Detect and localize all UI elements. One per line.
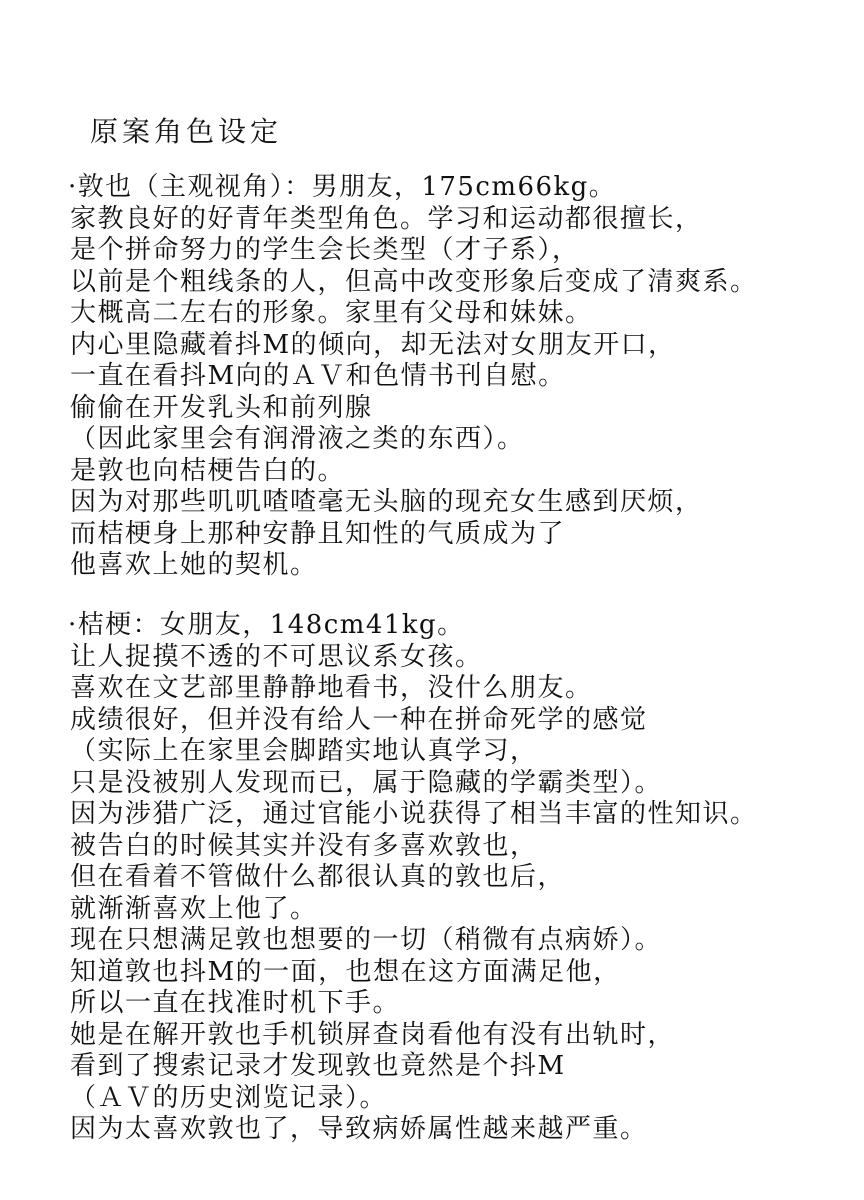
text-line: 是个拼命努力的学生会长类型（才子系）， — [70, 235, 580, 265]
text-line: （ＡＶ的历史浏览记录）。 — [70, 1082, 388, 1113]
text-line: 大概高二左右的形象。家里有父母和妹妹。 — [70, 298, 593, 328]
text-line: 因为涉猎广泛，通过官能小说获得了相当丰富的性知识。 — [70, 799, 758, 829]
text-line: 内心里隐藏着抖M的倾向，却无法对女朋友开口， — [70, 329, 676, 360]
text-line: 成绩很好，但并没有给人一种在拼命死学的感觉 — [70, 704, 648, 735]
text-line: 一直在看抖M向的ＡＶ和色情书刊自慰。 — [70, 361, 566, 391]
text-line: 他喜欢上她的契机。 — [70, 550, 318, 580]
character-section-kikyo — [70, 610, 860, 1146]
text-line: 知道敦也抖M的一面，也想在这方面满足他， — [70, 956, 621, 987]
text-line: 看到了搜索记录才发现敦也竟然是个抖M — [70, 1051, 566, 1081]
text-line: 因为太喜欢敦也了，导致病娇属性越来越严重。 — [70, 1114, 648, 1144]
text-line: 但在看着不管做什么都很认真的敦也后， — [70, 862, 566, 892]
text-line: 就渐渐喜欢上他了。 — [70, 893, 318, 924]
text-line: 偷偷在开发乳头和前列腺 — [70, 392, 373, 423]
text-line: 所以一直在找准时机下手。 — [70, 988, 401, 1018]
text-line: 只是没被别人发现而已，属于隐藏的学霸类型）。 — [70, 767, 663, 798]
text-line: （实际上在家里会脚踏实地认真学习， — [70, 736, 538, 766]
text-line: （因此家里会有润滑液之类的东西）。 — [70, 424, 525, 454]
text-line: 因为对那些叽叽喳喳毫无头脑的现充女生感到厌烦， — [70, 487, 703, 517]
character-section-atsuya — [70, 172, 860, 582]
character-header-line: ·敦也（主观视角）：男朋友，175cm66kg。 — [68, 172, 617, 202]
text-line: 家教良好的好青年类型角色。学习和运动都很擅长， — [70, 203, 703, 234]
text-line: 而桔梗身上那种安静且知性的气质成为了 — [70, 518, 566, 549]
text-line: 被告白的时候其实并没有多喜欢敦也， — [70, 830, 538, 861]
text-line: 现在只想满足敦也想要的一切（稍微有点病娇）。 — [70, 925, 663, 955]
text-line: 以前是个粗线条的人，但高中改变形象后变成了清爽系。 — [70, 266, 758, 297]
text-line: 她是在解开敦也手机锁屏查岗看他有没有出轨时， — [70, 1019, 676, 1050]
page-title: 原案角色设定 — [90, 115, 283, 148]
text-line: 是敦也向桔梗告白的。 — [70, 455, 346, 486]
text-line: 让人捉摸不透的不可思议系女孩。 — [70, 641, 483, 672]
text-line: 喜欢在文艺部里静静地看书，没什么朋友。 — [70, 673, 593, 703]
character-header-line: ·桔梗：女朋友，148cm41kg。 — [68, 610, 465, 640]
